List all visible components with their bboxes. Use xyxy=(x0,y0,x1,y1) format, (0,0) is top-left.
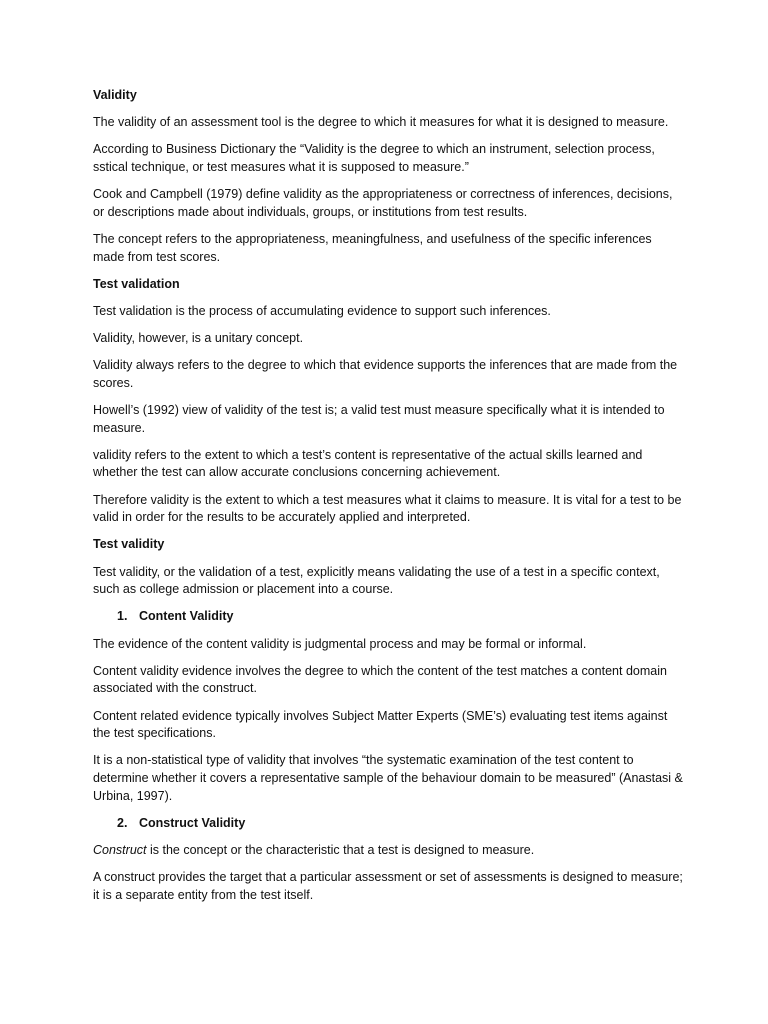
paragraph: Cook and Campbell (1979) define validity as the appropriateness or correctness of inferences, decisions, or descriptions made about individuals, groups, or institutions from test results. xyxy=(93,187,673,219)
list-heading-label: Content Validity xyxy=(139,609,234,624)
heading-test-validity: Test validity xyxy=(93,537,165,552)
paragraph: Content validity evidence involves the degree to which the content of the test matches a content domain associated with the construct. xyxy=(93,663,667,696)
paragraph: It is a non-statistical type of validity that involves “the systematic examination of the test content to determine whether it covers a representative sample of the behaviour domain to be measured” (Anastasi & Urbina, 1997). xyxy=(93,753,683,803)
list-heading-label: Construct Validity xyxy=(139,815,246,830)
paragraph: Validity, however, is a unitary concept. xyxy=(93,331,304,346)
paragraph: The validity of an assessment tool is the degree to which it measures for what it is designed to measure. xyxy=(93,115,669,130)
italic-term: Construct xyxy=(93,842,147,857)
paragraph: validity refers to the extent to which a test’s content is representative of the actual skills learned and whether the test can allow accurate conclusions concerning achievement. xyxy=(93,447,643,480)
document-page xyxy=(93,87,683,914)
paragraph: According to Business Dictionary the “Validity is the degree to which an instrument, selection process, sstical technique, or test measures what it is supposed to measure.” xyxy=(93,142,655,174)
list-heading-content-validity xyxy=(93,608,683,626)
paragraph: A construct provides the target that a particular assessment or set of assessments is designed to measure; it is a separate entity from the test itself. xyxy=(93,870,683,902)
list-heading-construct-validity xyxy=(93,815,683,833)
paragraph: Validity always refers to the degree to which that evidence supports the inferences that are made from the scores. xyxy=(93,358,678,390)
paragraph: Test validation is the process of accumulating evidence to support such inferences. xyxy=(93,303,551,318)
paragraph-text: is the concept or the characteristic that a test is designed to measure. xyxy=(146,842,535,857)
paragraph: The evidence of the content validity is judgmental process and may be formal or informal. xyxy=(93,636,587,651)
paragraph: The concept refers to the appropriateness, meaningfulness, and usefulness of the specific inferences made from test scores. xyxy=(93,231,652,264)
heading-test-validation: Test validation xyxy=(93,276,180,291)
paragraph: Content related evidence typically involves Subject Matter Experts (SME’s) evaluating test items against the test specifications. xyxy=(93,708,668,741)
paragraph: Test validity, or the validation of a test, explicitly means validating the use of a test in a specific context, such as college admission or placement into a course. xyxy=(93,564,660,597)
heading-validity: Validity xyxy=(93,88,137,102)
list-number: 2. xyxy=(117,815,128,830)
paragraph-construct-definition xyxy=(93,842,683,860)
paragraph: Therefore validity is the extent to which a test measures what it claims to measure. It is vital for a test to be valid in order for the results to be accurately applied and interpreted. xyxy=(93,492,682,525)
list-number: 1. xyxy=(117,609,128,624)
paragraph: Howell’s (1992) view of validity of the test is; a valid test must measure specifically what it is intended to measure. xyxy=(93,403,665,435)
